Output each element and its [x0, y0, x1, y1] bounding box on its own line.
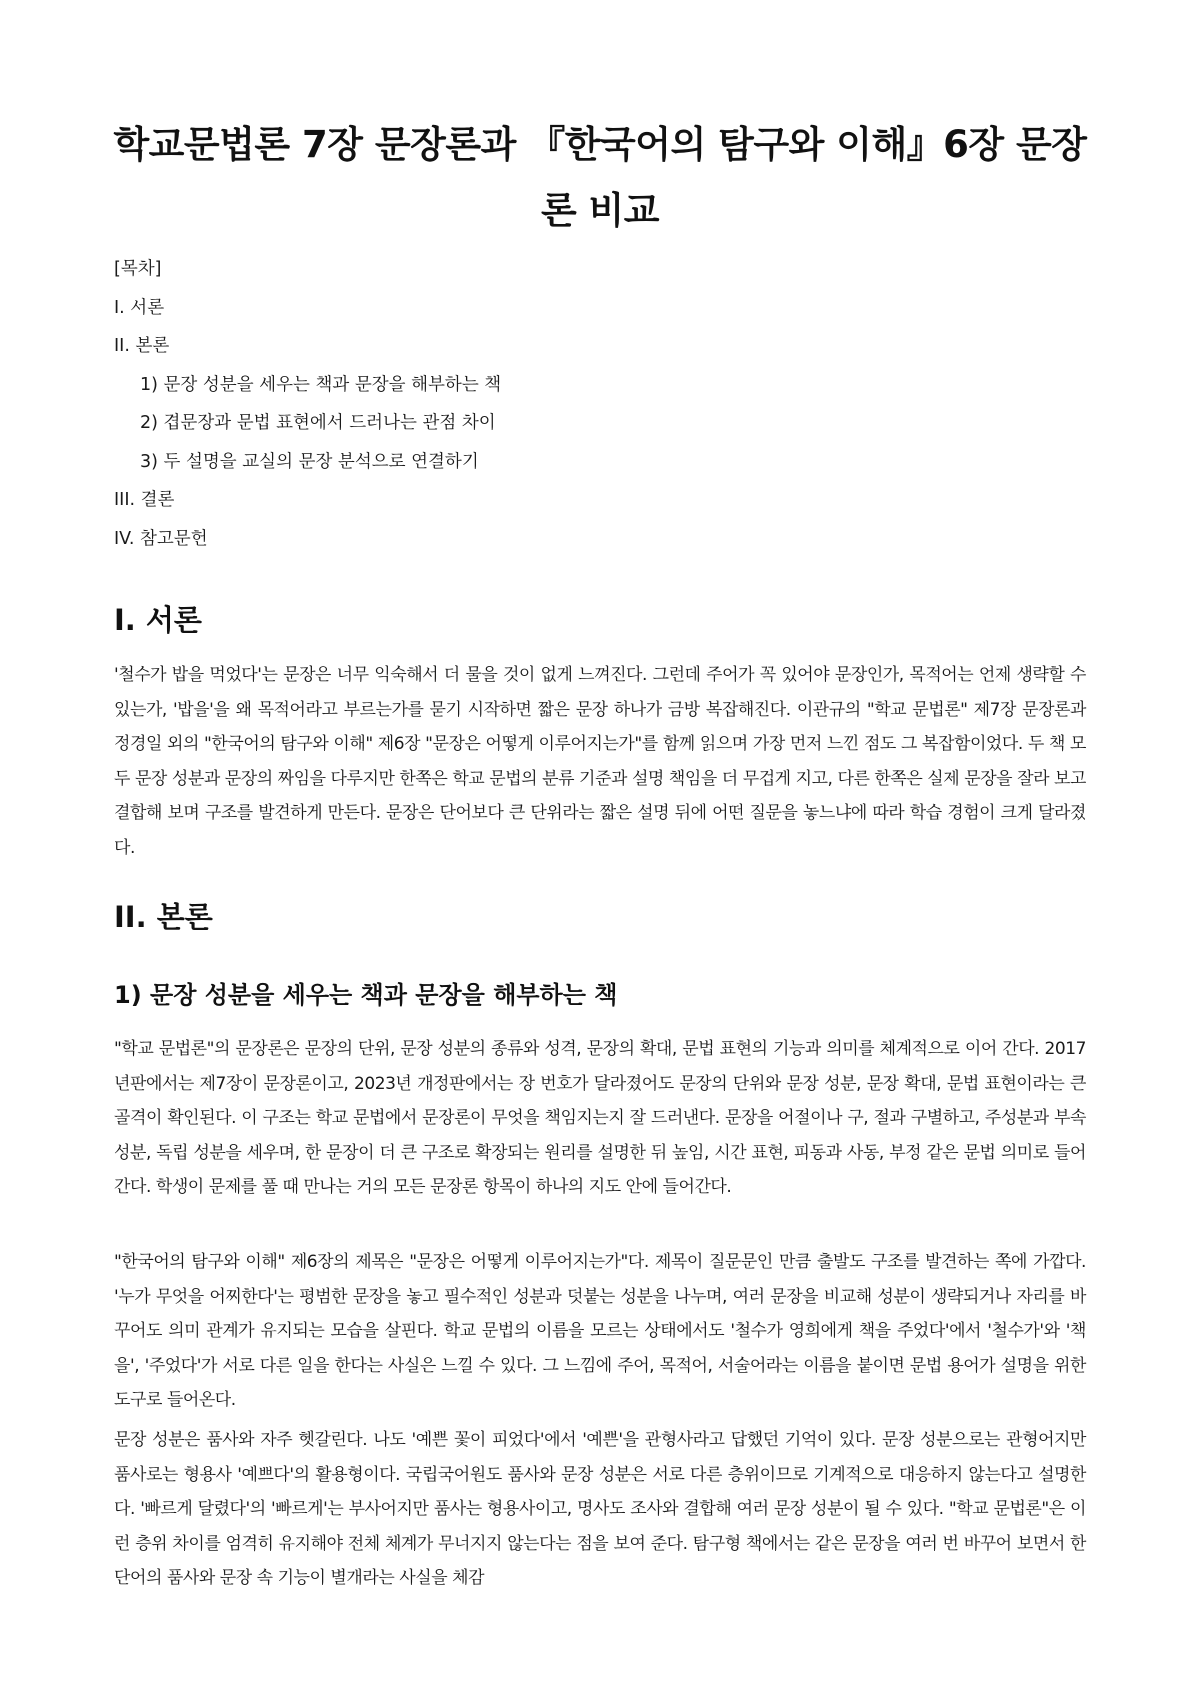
- section-heading-body: II. 본론: [114, 900, 213, 934]
- toc-item-references: IV. 참고문헌: [114, 528, 208, 549]
- toc-heading: [목차]: [114, 259, 162, 279]
- toc-item-body-2: 2) 겹문장과 문법 표현에서 드러나는 관점 차이: [140, 413, 496, 433]
- toc-item-body: II. 본론: [114, 336, 170, 356]
- document-title: 학교문법론 7장 문장론과 『한국어의 탐구와 이해』6장 문장론 비교: [113, 123, 1087, 232]
- section-heading-intro: I. 서론: [114, 603, 202, 637]
- body-paragraph-2: "한국어의 탐구와 이해" 제6장의 제목은 "문장은 어떻게 이루어지는가"다. 제목이 질문문인 만큼 출발도 구조를 발견하는 쪽에 가깝다. '누가 무엇을 어찌한다'는 평범한 문장을 놓고 필수적인 성분과 덧붙는 성분을 나누며, 여러 문장을 비교해 성분이 생략되거나 자리를 바꾸어도 의미 관계가 유지되는 모습을 살핀다. 학교 문법의 이름을 모르는 상태에서도 '철수가 영희에게 책을 주었다'에서 '철수가'와 '책을', '주었다'가 서로 다른 일을 한다는 사실은 느낄 수 있다. 그 느낌에 주어, 목적어, 서술어라는 이름을 붙이면 문법 용어가 설명을 위한 도구로 들어온다.: [114, 1252, 1086, 1410]
- toc-item-conclusion: III. 결론: [114, 490, 175, 510]
- subsection-heading-1: 1) 문장 성분을 세우는 책과 문장을 해부하는 책: [114, 981, 618, 1009]
- body-paragraph-3: 문장 성분은 품사와 자주 헷갈린다. 나도 '예쁜 꽃이 피었다'에서 '예쁜'을 관형사라고 답했던 기억이 있다. 문장 성분으로는 관형어지만 품사로는 형용사 '예쁘다'의 활용형이다. 국립국어원도 품사와 문장 성분은 서로 다른 층위이므로 기계적으로 대응하지 않는다고 설명한다. '빠르게 달렸다'의 '빠르게'는 부사어지만 품사는 형용사이고, 명사도 조사와 결합해 여러 문장 성분이 될 수 있다. "학교 문법론"은 이런 층위 차이를 엄격히 유지해야 전체 체계가 무너지지 않는다는 점을 보여 준다. 탐구형 책에서는 같은 문장을 여러 번 바꾸어 보면서 한 단어의 품사와 문장 속 기능이 별개라는 사실을 체감: [114, 1430, 1086, 1588]
- toc-item-intro: I. 서론: [114, 297, 165, 318]
- table-of-contents: [114, 250, 1014, 558]
- intro-paragraph: '철수가 밥을 먹었다'는 문장은 너무 익숙해서 더 물을 것이 없게 느껴진다. 그런데 주어가 꼭 있어야 문장인가, 목적어는 언제 생략할 수 있는가, '밥을'을 왜 목적어라고 부르는가를 묻기 시작하면 짧은 문장 하나가 금방 복잡해진다. 이관규의 "학교 문법론" 제7장 문장론과 정경일 외의 "한국어의 탐구와 이해" 제6장 "문장은 어떻게 이루어지는가"를 함께 읽으며 가장 먼저 느낀 점도 그 복잡함이었다. 두 책 모두 문장 성분과 문장의 짜임을 다루지만 한쪽은 학교 문법의 분류 기준과 설명 책임을 더 무겁게 지고, 다른 한쪽은 실제 문장을 잘라 보고 결합해 보며 구조를 발견하게 만든다. 문장은 단어보다 큰 단위라는 짧은 설명 뒤에 어떤 질문을 놓느냐에 따라 학습 경험이 크게 달라졌다.: [114, 665, 1087, 858]
- toc-item-body-1: 1) 문장 성분을 세우는 책과 문장을 해부하는 책: [140, 374, 502, 395]
- toc-item-body-3: 3) 두 설명을 교실의 문장 분석으로 연결하기: [140, 451, 479, 472]
- body-paragraph-1: "학교 문법론"의 문장론은 문장의 단위, 문장 성분의 종류와 성격, 문장의 확대, 문법 표현의 기능과 의미를 체계적으로 이어 간다. 2017년판에서는 제7장이 문장론이고, 2023년 개정판에서는 장 번호가 달라졌어도 문장의 단위와 문장 성분, 문장 확대, 문법 표현이라는 큰 골격이 확인된다. 이 구조는 학교 문법에서 문장론이 무엇을 책임지는지 잘 드러낸다. 문장을 어절이나 구, 절과 구별하고, 주성분과 부속 성분, 독립 성분을 세우며, 한 문장이 더 큰 구조로 확장되는 원리를 설명한 뒤 높임, 시간 표현, 피동과 사동, 부정 같은 문법 의미로 들어간다. 학생이 문제를 풀 때 만나는 거의 모든 문장론 항목이 하나의 지도 안에 들어간다.: [114, 1039, 1086, 1197]
